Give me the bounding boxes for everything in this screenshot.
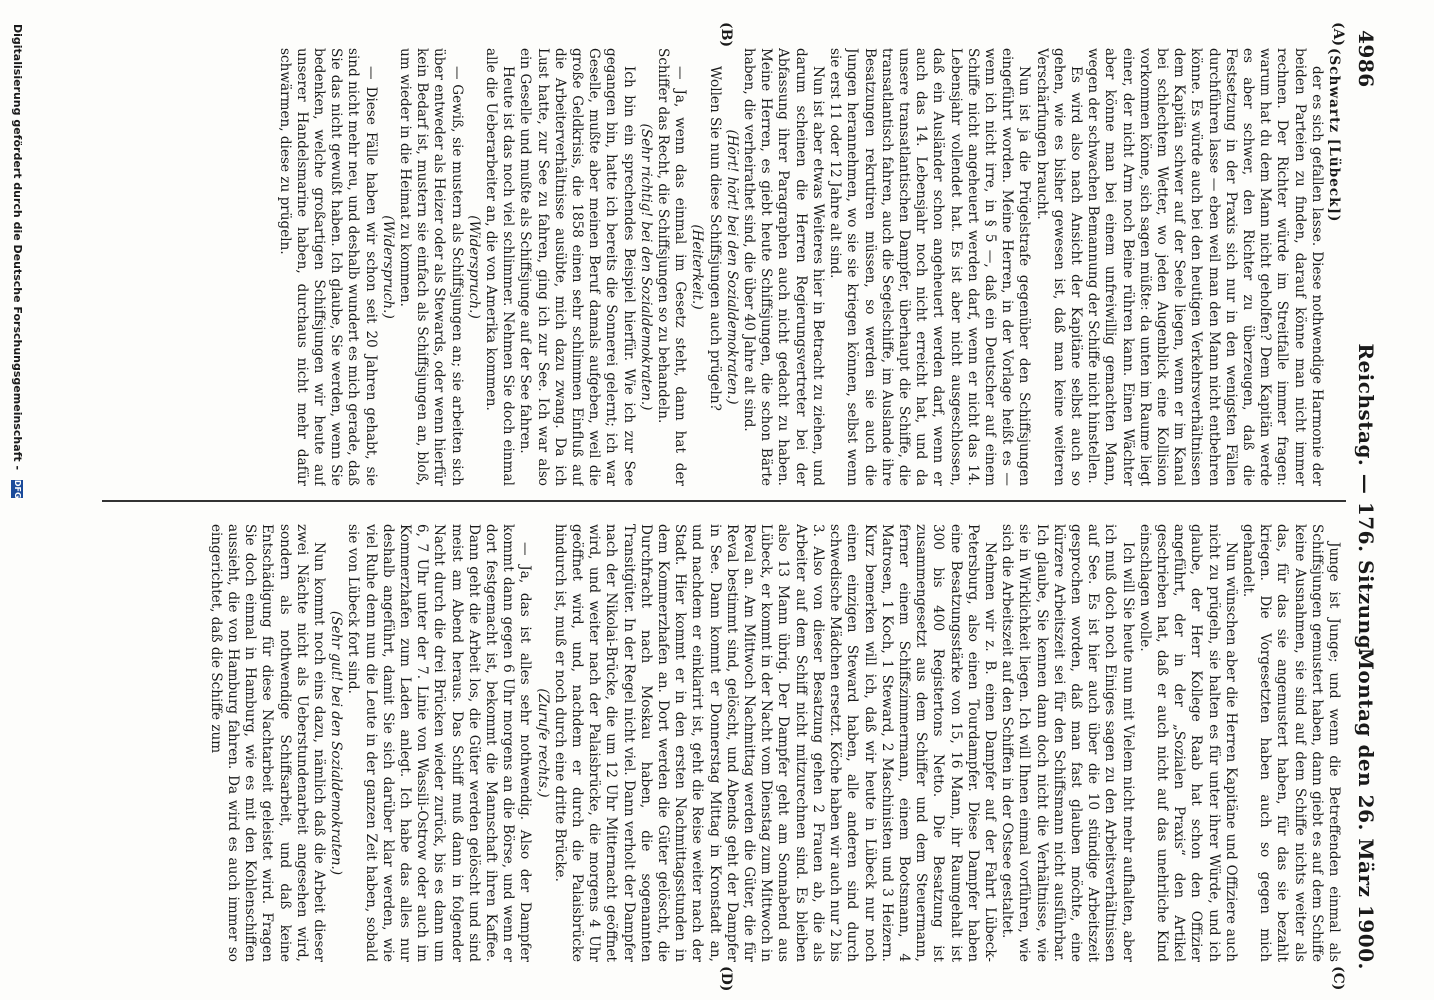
stage-direction: (Widerspruch.) [465,215,482,319]
paragraph: der es sich gefallen lasse. Diese nothwendige Harmonie der beiden Parteien zu finden, darauf könne man nicht immer rechnen. Der Richter würde im Streitfalle immer fragen: warum hat du dem Mann nicht geholfen? Dem Kapitän werde es aber schwer, den Richter zu überzeugen, daß die Festsetzung in der Praxis sich nur in den wenigsten Fällen durchführen lasse — eben weil man den Mann nicht entbehren könne. Es würde auch bei den heutigen Verkehrsverhältnissen dem Kapitän schwer auf der Seele liegen, wenn er im Kanal bei schlechtem Wetter, wo jeden Augenblick eine Kollision vorkommen könne, sich sagen müßte: da unten im Raume liegt einer, der nicht Arm noch Beine rühren kann. Einen Wächter aber könne man bei einem unfreiwillig gemachten Mann, wegen der schwachen Bemannung der Schiffe nicht hinstellen. [1085,48,1325,486]
page-number: 4986 [1354,30,1378,88]
session-date: Montag den 26. März 1900. [1354,647,1378,970]
paragraph: — Gewiß, sie mustern als Schiffsjungen an; sie arbeiten sich über entweder als Heizer oder als Stewards, oder wenn hierfür kein Bedarf ist, mustern sie einfach als Schiffsjungen an, bloß, um wieder in die Heimat zu kommen. [397,48,465,486]
paragraph: Nun wünschen aber die Herren Kapitäne und Offiziere auch nicht zu prügeln, sie halten es für unter ihrer Würde, und ich glaube, der Herr Kollege Raab hat schon den Offizier angeführt, der in der „Sozialen Praxis“ den Artikel geschrieben hat, daß er auch nicht auf das unehrliche Kind einschlagen wolle. [1136,524,1239,962]
paragraph: Ich will Sie heute nun mit Vielem nicht mehr aufhalten, aber ich muß doch noch Einiges sagen zu den Arbeitsverhältnissen auf See. Es ist hier auch über die 10 stündige Arbeitszeit gesprochen worden, daß man fast glauben möchte, eine kürzere Arbeitszeit sei für den Schiffsmann nicht ausführbar. Ich glaube, Sie kennen dann doch nicht die Verhältnisse, wie sie in Wirklichkeit liegen. Ich will Ihnen einmal vorführen, wie sich die Arbeitszeit auf den Schiffen in der Ostsee gestaltet. [999,524,1136,962]
text-column-right [108,524,1342,962]
stage-direction: (Hört! hört! bei den Sozialdemokraten.) [723,129,740,405]
stage-direction: (Sehr gut! bei den Sozialdemokraten.) [328,610,345,876]
text-column-left [108,48,1342,486]
paragraph: — Diese Fälle haben wir schon seit 20 Jahren gehabt, sie sind nicht mehr neu, und deshalb wundert es mich gerade, daß Sie das nicht gewußt haben. Ich glaube, Sie werden, wenn Sie bedenken, welche großartigen Schiffsjungen wir heute auf unserer Handelsmarine haben, durchaus nicht mehr dafür schwärmen, diese zu prügeln. [276,48,379,486]
speaker-line [1325,48,1342,486]
stage-direction: (Sehr richtig! bei den Sozialdemokraten.) [637,123,654,411]
paragraph: Wollen Sie nun diese Schiffsjungen auch prügeln? [706,66,723,411]
paragraph: Nehmen wir z. B. einen Dampfer auf der Fahrt Lübeck-Petersburg, also einen Tourdampfer. Diese Dampfer haben eine Besatzungsstärke von 15, 16 Mann, ihr Raumgehalt ist 300 bis 400 Registertons Netto. Die Besatzung ist zusammengesetzt aus dem Schiffer und dem Steuermann, ferner einem Schiffszimmermann, einem Bootsmann, 4 Matrosen, 1 Koch, 1 Steward, 2 Maschinisten und 3 Heizern. Kurz bemerken will ich, daß wir heute in Lübeck nur noch einen einzigen Steward haben, alle anderen sind durch schwedische Mädchen ersetzt. Köche haben wir auch nur 2 bis 3. Also von dieser Besatzung gehen 2 Frauen ab, die als Arbeiter auf dem Schiff nicht mitzurechnen sind. Es bleiben also 13 Mann übrig. Der Dampfer geht am Sonnabend aus Lübeck, er kommt in der Nacht vom Dienstag zum Mittwoch in Reval an. Am Mittwoch Nachmittag werden die Güter, die für Reval bestimmt sind, gelöscht, und Abends geht der Dampfer in See. Dann kommt er Donnerstag Mittag in Kronstadt an, und nachdem er einklarirt ist, geht die Reise weiter nach der Stadt. Hier kommt er in den ersten Nachmittagsstunden in dem Kommerzhafen an. Dort werden die Güter gelöscht, die Durchfracht nach Moskau haben, die sogenannten Transitgüter. In der Regel nicht viel. Dann verholt der Dampfer nach der Nikolai-Brücke, die um 12 Uhr Mitternacht geöffnet wird, und weiter nach der Palaisbrücke, die morgens 4 Uhr geöffnet wird, und, nachdem er durch die Palaisbrücke hindurch ist, muß er noch durch eine dritte Brücke. [551,524,998,962]
paragraph: — Ja, wenn das einmal im Gesetz steht, dann hat der Schiffer das Recht, die Schiffsjungen so zu behandeln. [655,48,689,486]
footer-text: Digitalisierung gefördert durch die Deutsche Forschungsgemeinschaft - [11,24,24,471]
stage-direction: (Heiterkeit.) [689,224,706,310]
running-title: Reichstag. — 176. Sitzung. [1354,343,1378,657]
paragraph: Ich bin ein sprechendes Beispiel hierfür. Wie ich zur See gegangen bin, hatte ich bereits die Sonnerei gelernt; ich war Geselle, mußte aber meinen Beruf damals aufgeben, weil die große Geldkrisis, die 1858 einen sehr schlimmen Einfluß auf die Arbeiterverhältnisse ausübte, mich dazu zwang. Da ich Lust hatte, zur See zu fahren, ging ich zur See. Ich war also ein Geselle und mußte als Schiffsjunge auf der See fahren. [517,48,637,486]
paragraph: Junge ist Junge; und wenn die Betreffenden einmal als Schiffsjungen gemustert haben, dann giebt es auf dem Schiffe keine Ausnahmen, sie sind auf dem Schiffe nichts weiter als das, für das sie angemustert haben, für das sie bezahlt kriegen. Die Vorgesetzten haben auch so gegen mich gehandelt. [1239,524,1342,962]
paragraph: Es wird also nach Ansicht der Kapitäne selbst auch so gehen, wie es bisher gewesen ist, daß man keine weiteren Verschärfungen braucht. [1033,48,1084,486]
margin-marker-a: (A) [1330,22,1346,47]
speaker-name: (Schwartz [Lübeck]) [1326,48,1342,223]
paragraph: Heute ist das noch viel schlimmer. Nehmen Sie doch einmal alle die Ueberarbeiter an, die von Amerika kommen. [483,48,517,486]
stage-direction: (Widerspruch.) [379,215,396,319]
page-header [1352,30,1378,970]
dfg-logo-icon: DFG [13,479,22,499]
margin-marker-b: (B) [718,22,734,48]
column-divider [102,500,1346,502]
paragraph: — Ja, das ist alles sehr nothwendig. Also der Dampfer kommt dann gegen 6 Uhr morgens an die Börse, und wenn er dort festgemacht ist, bekommt die Mannschaft ihren Kaffee. Dann geht die Arbeit los, die Güter werden gelöscht und sind meist am Abend heraus. Das Schiff muß dann in folgender Nacht durch die drei Brücken wieder zurück, bis es dann um 6, 7 Uhr unter der 7. Linie von Wassili-Ostrow oder auch im Kommerzhafen zum Laden anlegt. Ich habe das alles nur deshalb angeführt, damit Sie sich darüber klar werden, wie viel Ruhe denn nun die Leute in der ganzen Zeit haben, sobald sie von Lübeck fort sind. [345,524,534,962]
margin-marker-c: (C) [1330,966,1346,991]
paragraph: Nun ist ja die Prügelstrafe gegenüber den Schiffsjungen eingeführt worden. Meine Herren, in der Vorlage heißt es — wenn ich nicht irre, in § 5 —, daß ein Deutscher auf einem Schiffe nicht angeheuert werden darf, wenn er nicht das 14. Lebensjahr vollendet hat. Es ist aber nicht ausgeschlossen, daß ein Ausländer schon angeheuert werden darf, wenn er auch das 14. Lebensjahr noch nicht erreicht hat, und da unsere transatlantischen Dampfer, überhaupt die Schiffe, die transatlantisch fahren, auch die Segelschiffe, im Auslande ihre Besatzungen rekrutiren müssen, so werden sie auch die Jungen herannehmen, wo sie sie kriegen können, selbst wenn sie erst 11 oder 12 Jahre alt sind. [827,48,1033,486]
margin-marker-d: (D) [718,966,734,992]
stage-direction: (Zurufe rechts.) [534,688,551,798]
paragraph: Nun ist aber etwas Weiteres hier in Betracht zu ziehen, und darum scheinen die Herren Regierungsvertreter bei der Abfassung ihrer Paragraphen auch nicht gedacht zu haben. Meine Herren, es giebt heute Schiffsjungen, die schon Bärte haben, die verheirathet sind, die über 40 Jahre alt sind. [741,48,826,486]
paragraph: Nun kommt noch eins dazu, nämlich daß die Arbeit dieser zwei Nächte nicht als Ueberstundenarbeit angesehen wird, sondern als nothwendige Schiffsarbeit, und daß keine Entschädigung für diese Nachtarbeit geleistet wird. Fragen Sie doch einmal in Hamburg, wie es mit den Kohlenschiffen aussieht, die von Hamburg fahren. Da wird es auch immer so eingerichtet, daß die Schiffe zum [207,524,328,962]
digitization-footer [11,24,24,984]
